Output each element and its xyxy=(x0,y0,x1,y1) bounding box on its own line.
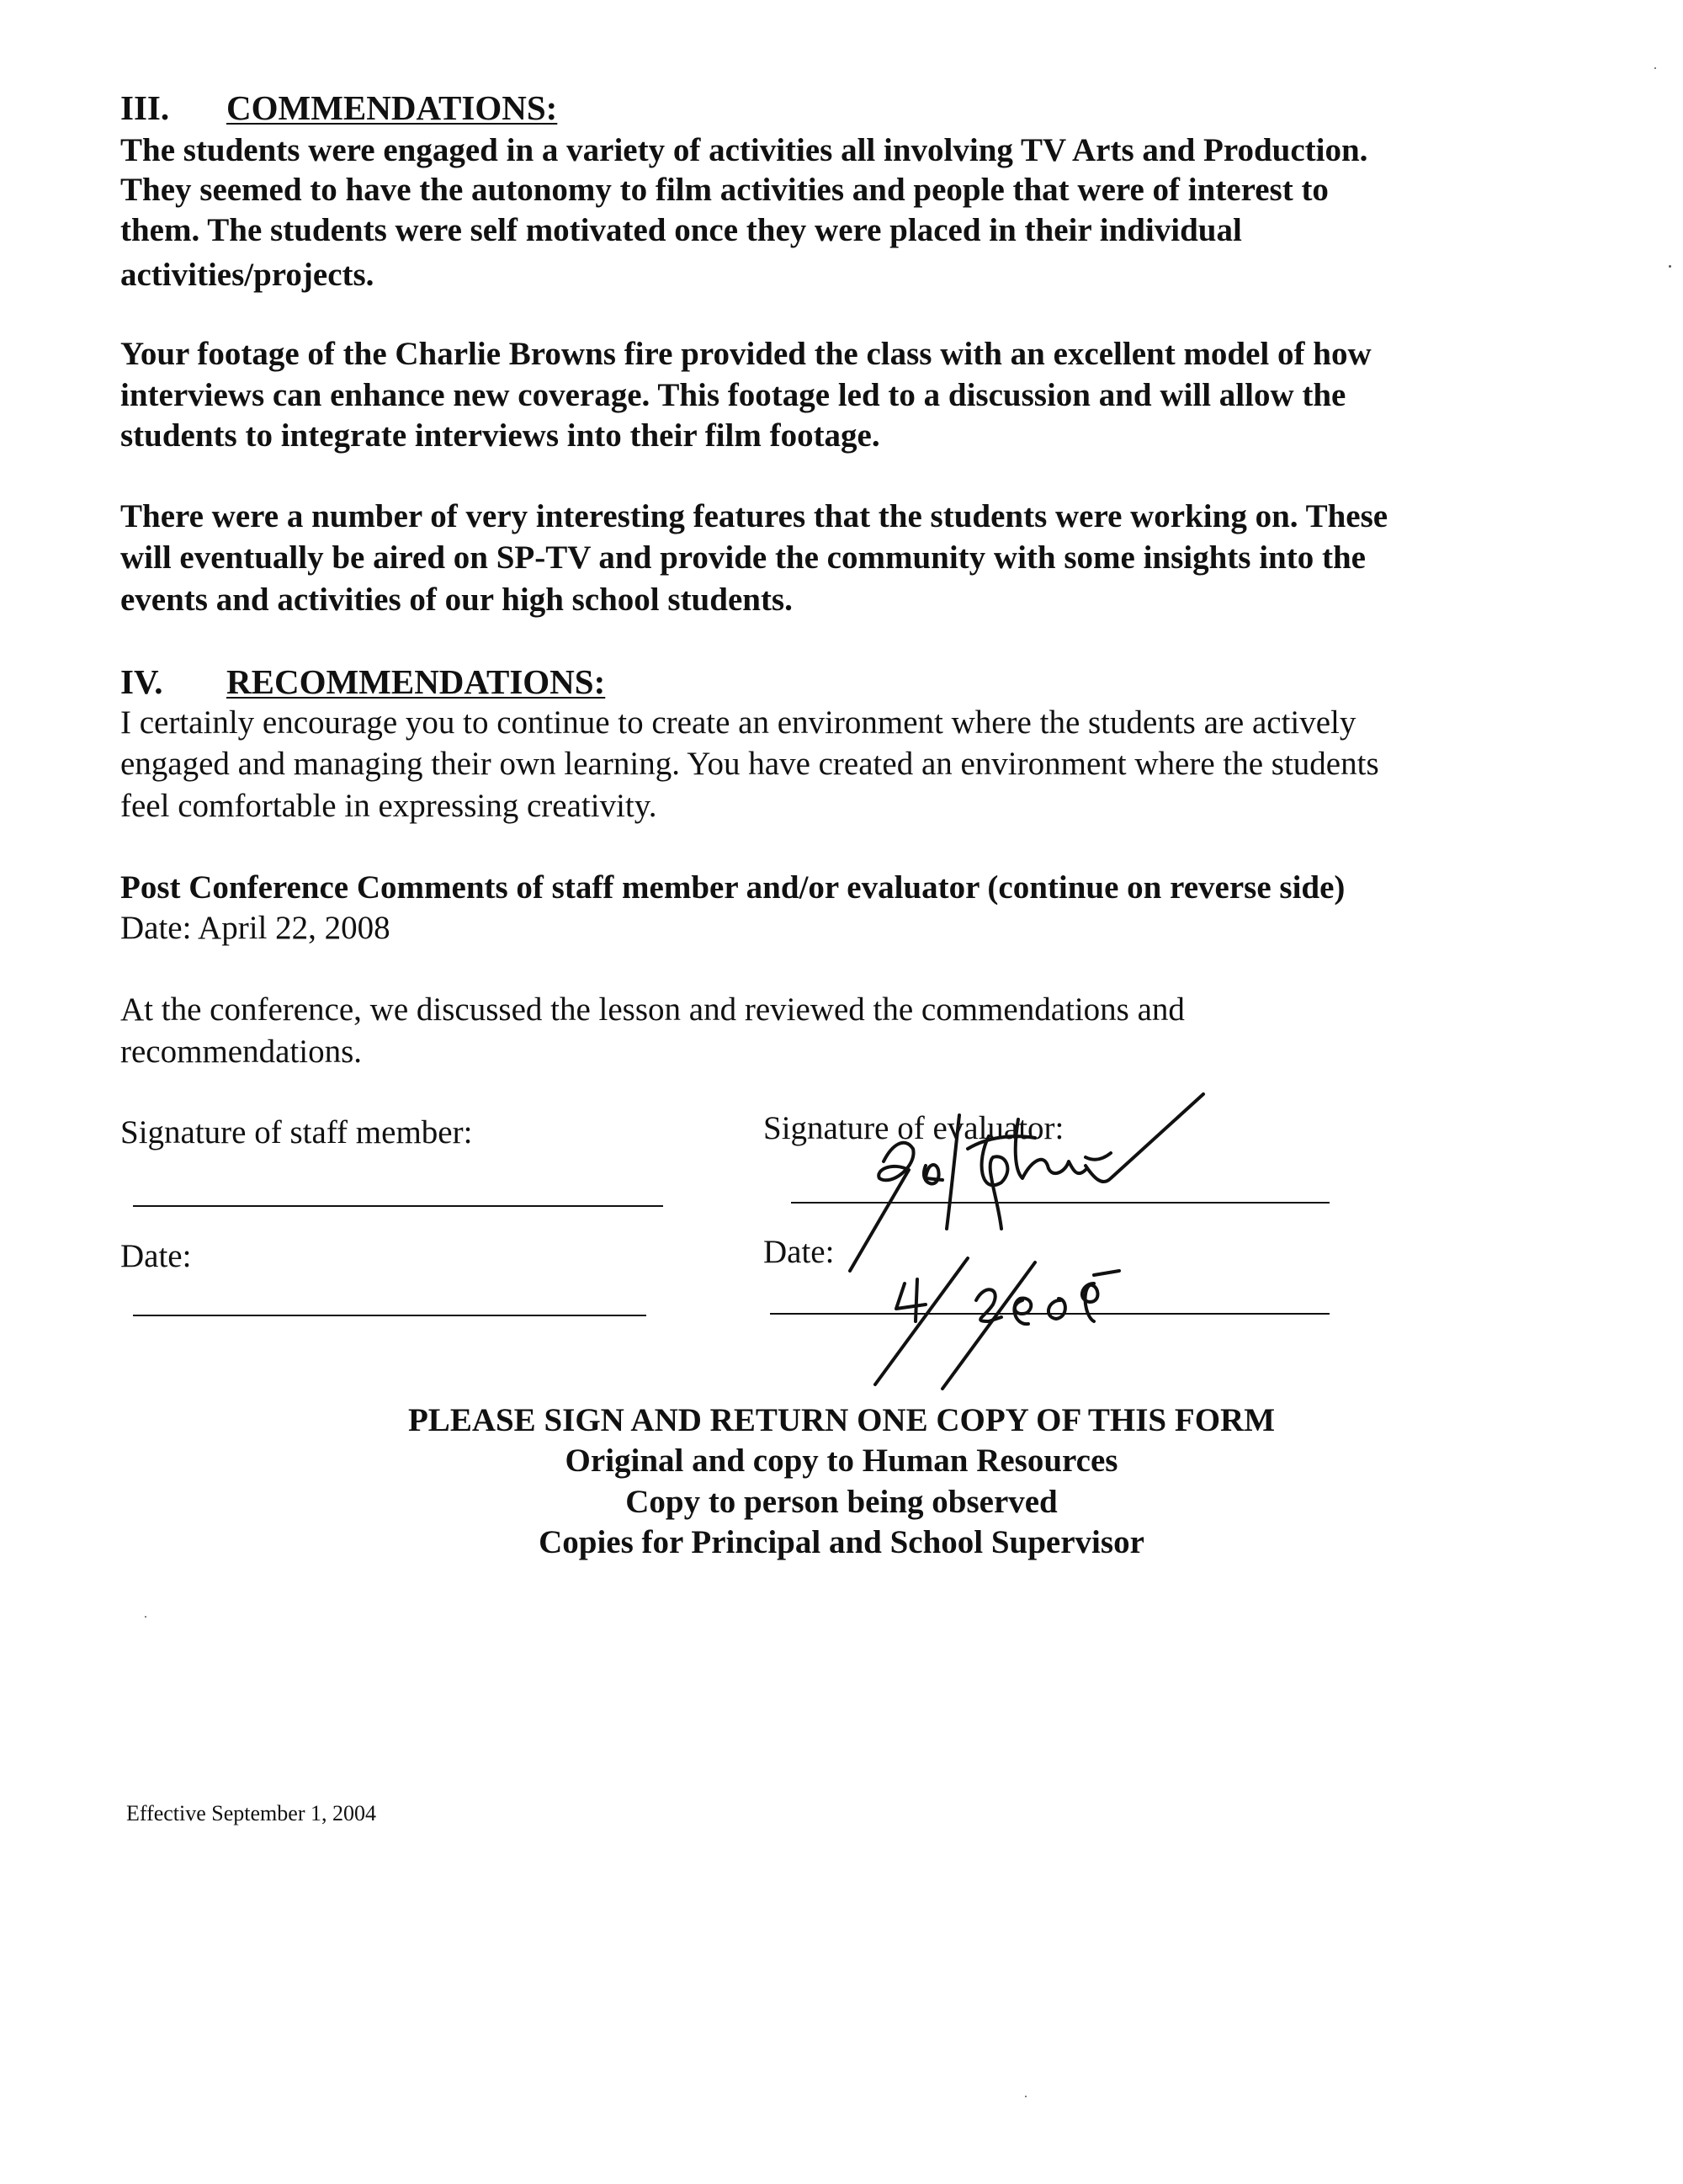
section-number: IV. xyxy=(120,662,163,701)
commendations-p3-line2: will eventually be aired on SP-TV and provide the community with some insights into the xyxy=(120,539,1366,576)
commendations-p2-line1: Your footage of the Charlie Browns fire provided the class with an excellent model of how xyxy=(120,336,1372,372)
evaluator-handwritten-date xyxy=(842,1225,1128,1393)
instruction-line4: Copies for Principal and School Supervisor xyxy=(539,1524,1144,1560)
evaluator-date-label: Date: xyxy=(763,1234,835,1270)
commendations-p1-line1: The students were engaged in a variety of activities all involving TV Arts and Production. xyxy=(120,132,1368,168)
staff-date-line[interactable] xyxy=(133,1315,646,1316)
commendations-p1-line4: activities/projects. xyxy=(120,257,374,293)
staff-signature-label: Signature of staff member: xyxy=(120,1114,473,1150)
scan-speck xyxy=(1025,2096,1027,2097)
section-title: RECOMMENDATIONS: xyxy=(226,662,606,701)
post-conference-heading: Post Conference Comments of staff member and/or evaluator (continue on reverse side) xyxy=(120,869,1346,906)
staff-signature-line[interactable] xyxy=(133,1205,663,1207)
commendations-p1-line3: them. The students were self motivated once they were placed in their individual xyxy=(120,212,1242,248)
section-title: COMMENDATIONS: xyxy=(226,88,558,127)
instruction-line2: Original and copy to Human Resources xyxy=(565,1443,1118,1479)
instruction-line1: PLEASE SIGN AND RETURN ONE COPY OF THIS FORM xyxy=(407,1402,1275,1438)
staff-date-label: Date: xyxy=(120,1238,192,1274)
post-conference-date: Date: April 22, 2008 xyxy=(120,910,390,946)
scan-speck xyxy=(1654,67,1656,69)
commendations-p2-line2: interviews can enhance new coverage. This footage led to a discussion and will allow the xyxy=(120,377,1346,413)
evaluator-signature-label: Signature of evaluator: xyxy=(763,1110,1064,1146)
commendations-p3-line1: There were a number of very interesting features that the students were working on. These xyxy=(120,498,1388,534)
commendations-p3-line3: events and activities of our high school students. xyxy=(120,582,793,618)
effective-date-footer: Effective September 1, 2004 xyxy=(126,1801,376,1825)
scan-speck xyxy=(145,1616,146,1618)
recommendations-line2: engaged and managing their own learning. You have created an environment where the students xyxy=(120,746,1379,782)
post-conference-line1: At the conference, we discussed the lesson and reviewed the commendations and xyxy=(120,991,1185,1028)
recommendations-line1: I certainly encourage you to continue to create an environment where the students are actively xyxy=(120,704,1356,741)
commendations-p2-line3: students to integrate interviews into their film footage. xyxy=(120,417,880,454)
commendations-heading xyxy=(120,87,557,129)
post-conference-line2: recommendations. xyxy=(120,1034,362,1070)
section-number: III. xyxy=(120,88,170,127)
scan-speck xyxy=(1669,265,1671,268)
recommendations-line3: feel comfortable in expressing creativity. xyxy=(120,788,657,824)
recommendations-heading xyxy=(120,661,605,703)
instruction-line3: Copy to person being observed xyxy=(625,1484,1058,1520)
commendations-p1-line2: They seemed to have the autonomy to film activities and people that were of interest to xyxy=(120,172,1329,208)
